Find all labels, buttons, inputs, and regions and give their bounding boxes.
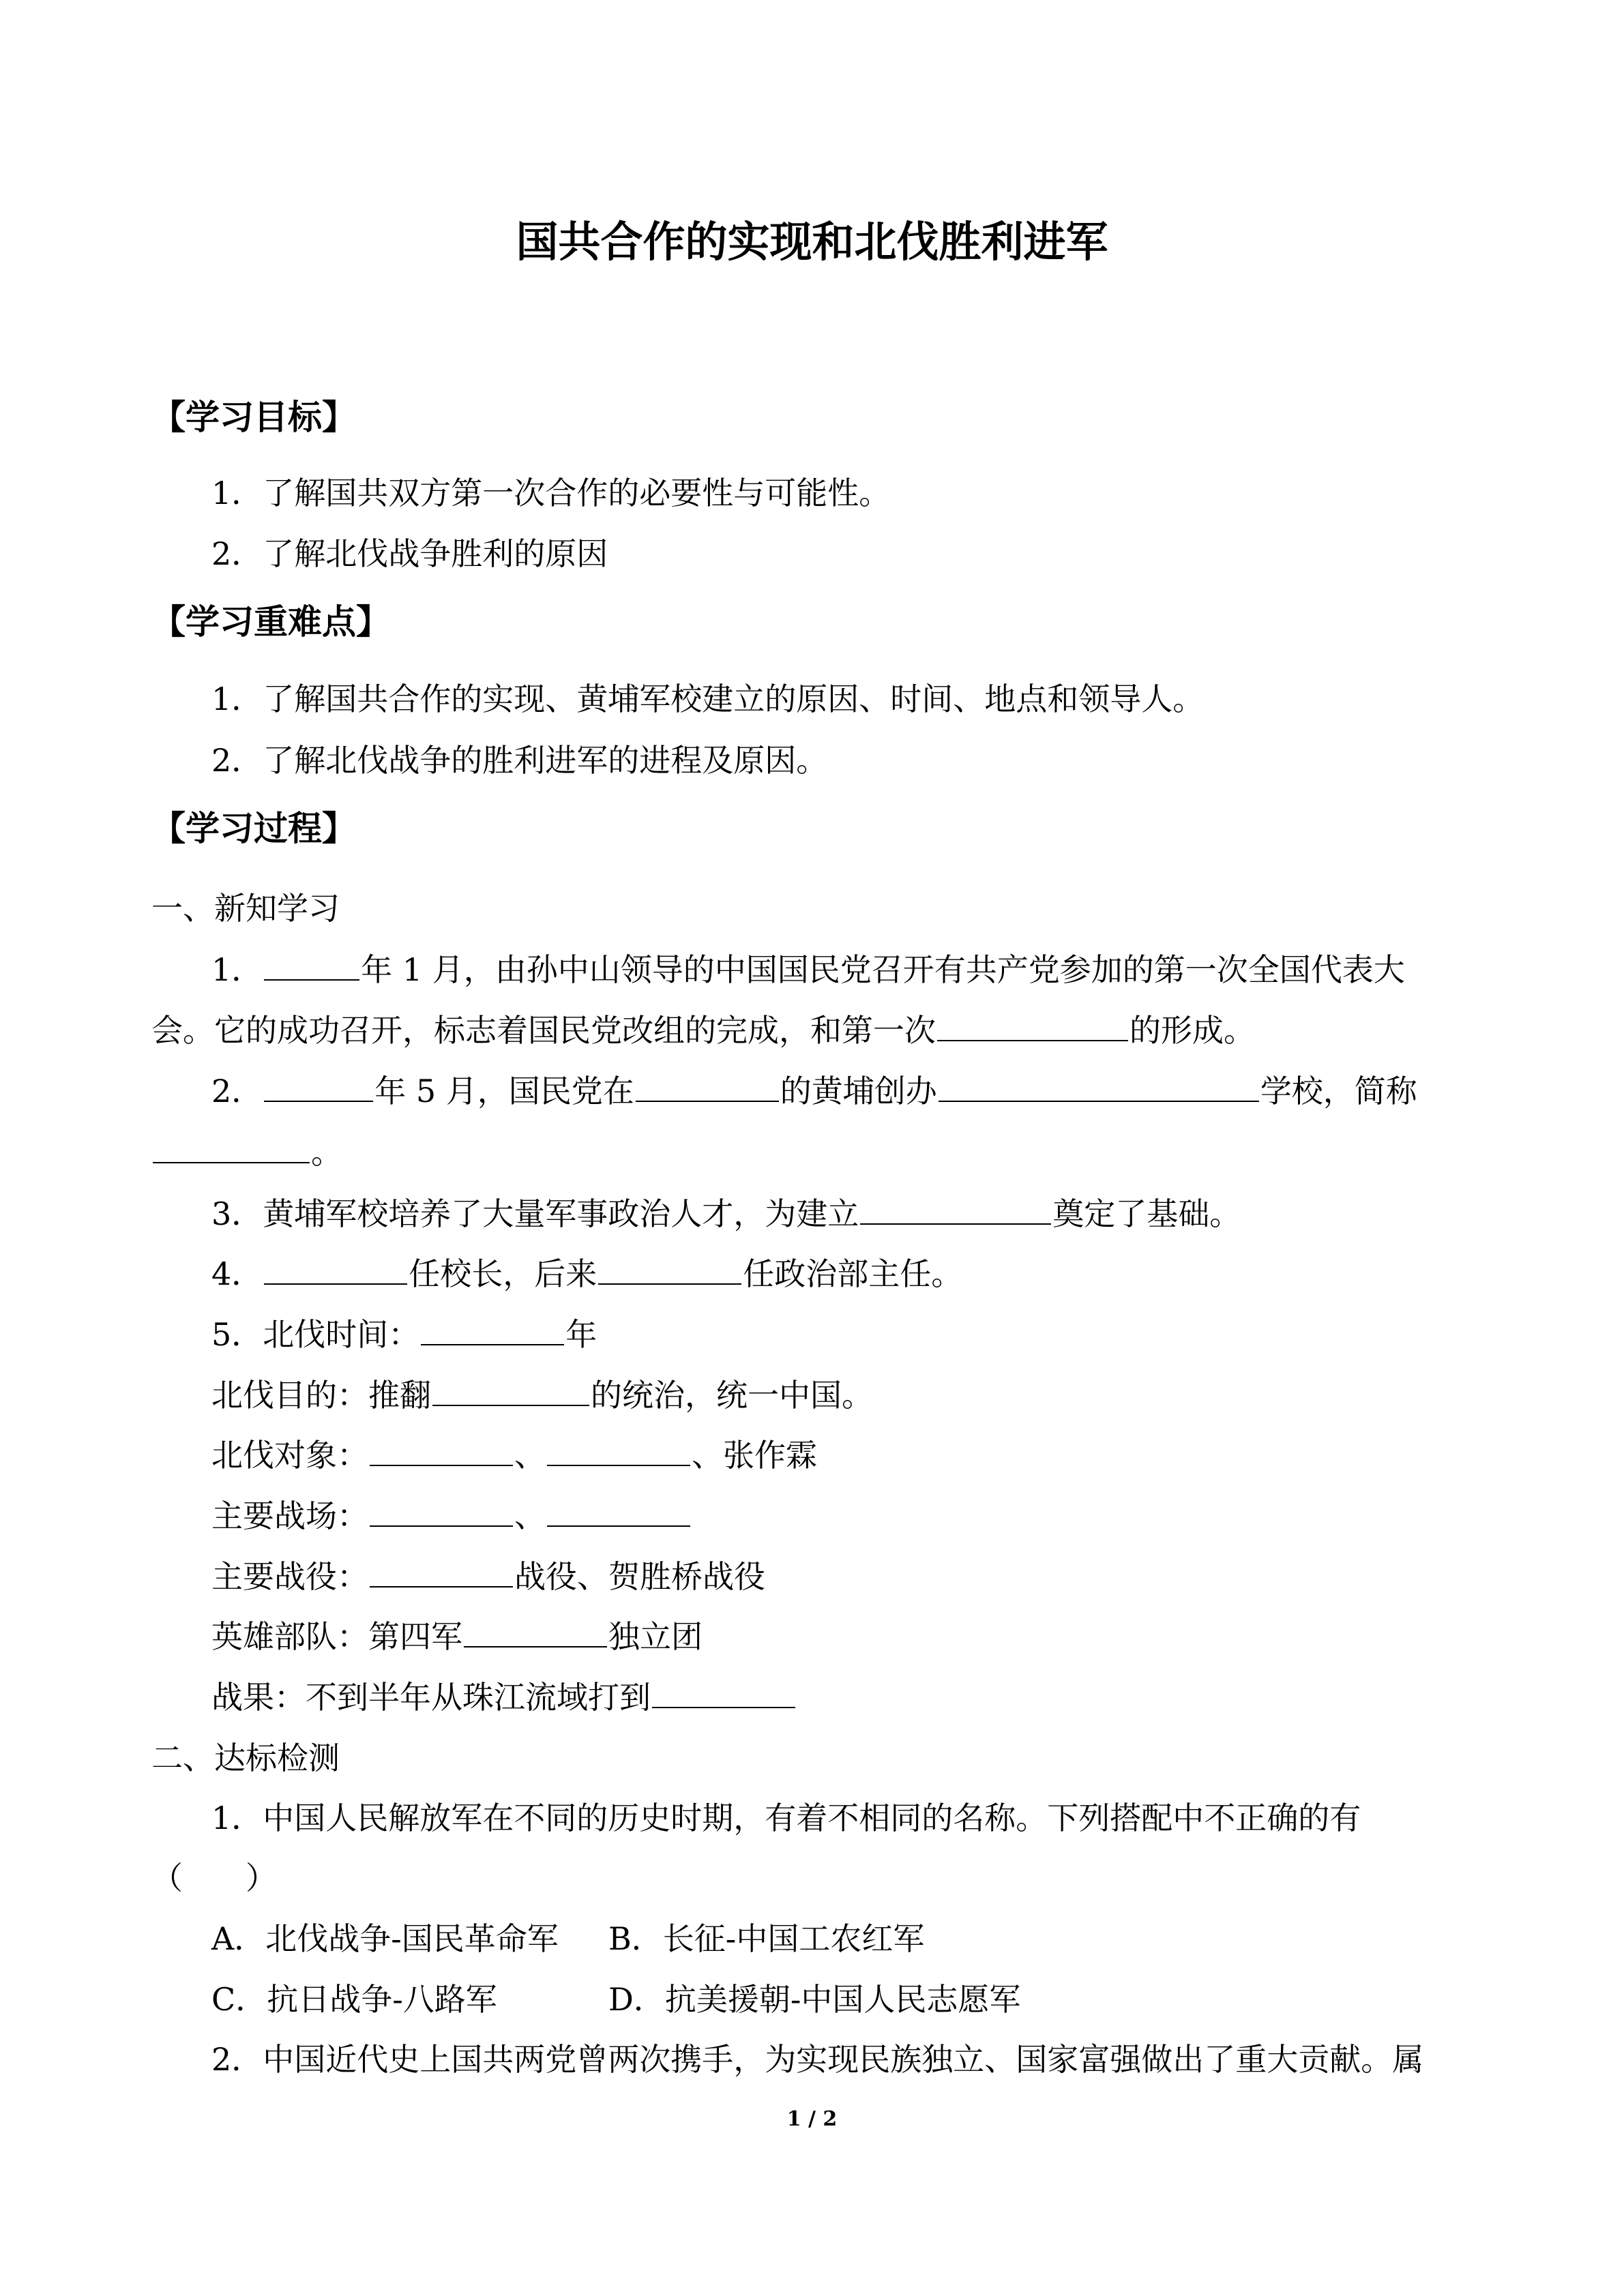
blank[interactable] [370, 1556, 513, 1587]
blank[interactable] [636, 1071, 779, 1102]
blank[interactable] [264, 949, 359, 981]
blank[interactable] [547, 1495, 690, 1527]
blank[interactable] [939, 1071, 1259, 1102]
process-heading: 【学习过程】 [151, 808, 356, 848]
mc-q1-paren: （ ） [151, 1860, 277, 1896]
option-b[interactable]: B．长征-中国工农红军 [608, 1920, 925, 1957]
key-2: 2．了解北伐战争的胜利进军的进程及原因。 [211, 742, 828, 779]
blank[interactable] [464, 1616, 607, 1648]
q2-line1: 2． 年 5 月，国民党在 的黄埔创办 学校，简称 [211, 1071, 1417, 1112]
goal-1: 1．了解国共双方第一次合作的必要性与可能性。 [211, 475, 891, 511]
option-a[interactable]: A．北伐战争-国民革命军 [211, 1920, 559, 1957]
blank[interactable] [264, 1253, 407, 1285]
target: 北伐对象： 、 、张作霖 [211, 1435, 817, 1476]
field: 主要战场： 、 [211, 1495, 692, 1536]
hero: 英雄部队：第四军 独立团 [211, 1616, 703, 1657]
q1-line1: 1． 年 1 月，由孙中山领导的中国国民党召开有共产党参加的第一次全国代表大 [211, 949, 1405, 990]
result: 战果：不到半年从珠江流域打到 [211, 1677, 797, 1718]
blank[interactable] [370, 1435, 513, 1466]
q2-line2: 。 [151, 1132, 342, 1173]
goal-2: 2．了解北伐战争胜利的原因 [211, 535, 608, 572]
blank[interactable] [860, 1193, 1051, 1225]
battle: 主要战役： 战役、贺胜桥战役 [211, 1556, 765, 1597]
purpose: 北伐目的：推翻 的统治，统一中国。 [211, 1375, 873, 1416]
q3: 3．黄埔军校培养了大量军事政治人才，为建立 奠定了基础。 [211, 1193, 1241, 1234]
page-number: 1 / 2 [786, 2107, 838, 2131]
q1-line2: 会。它的成功召开，标志着国民党改组的完成，和第一次 的形成。 [151, 1010, 1255, 1051]
option-d[interactable]: D．抗美援朝-中国人民志愿军 [608, 1981, 1021, 2018]
blank[interactable] [547, 1435, 690, 1466]
blank[interactable] [421, 1314, 564, 1345]
blank[interactable] [370, 1495, 513, 1527]
blank[interactable] [598, 1253, 741, 1285]
key-heading: 【学习重难点】 [151, 601, 390, 642]
q4: 4． 任校长，后来 任政治部主任。 [211, 1253, 962, 1294]
blank[interactable] [937, 1010, 1128, 1041]
option-c[interactable]: C．抗日战争-八路军 [211, 1981, 497, 2018]
mc-q2: 2．中国近代史上国共两党曾两次携手，为实现民族独立、国家富强做出了重大贡献。属 [211, 2041, 1424, 2078]
part1-heading: 一、新知学习 [151, 890, 340, 927]
page-title: 国共合作的实现和北伐胜利进军 [516, 217, 1108, 267]
part2-heading: 二、达标检测 [151, 1740, 340, 1776]
mc-q1: 1．中国人民解放军在不同的历史时期，有着不相同的名称。下列搭配中不正确的有 [211, 1800, 1361, 1836]
key-1: 1．了解国共合作的实现、黄埔军校建立的原因、时间、地点和领导人。 [211, 681, 1205, 717]
blank[interactable] [652, 1677, 795, 1708]
q5: 5．北伐时间： 年 [211, 1314, 597, 1355]
goals-heading: 【学习目标】 [151, 397, 356, 437]
blank[interactable] [432, 1375, 589, 1406]
blank[interactable] [264, 1071, 373, 1102]
blank[interactable] [153, 1132, 310, 1163]
